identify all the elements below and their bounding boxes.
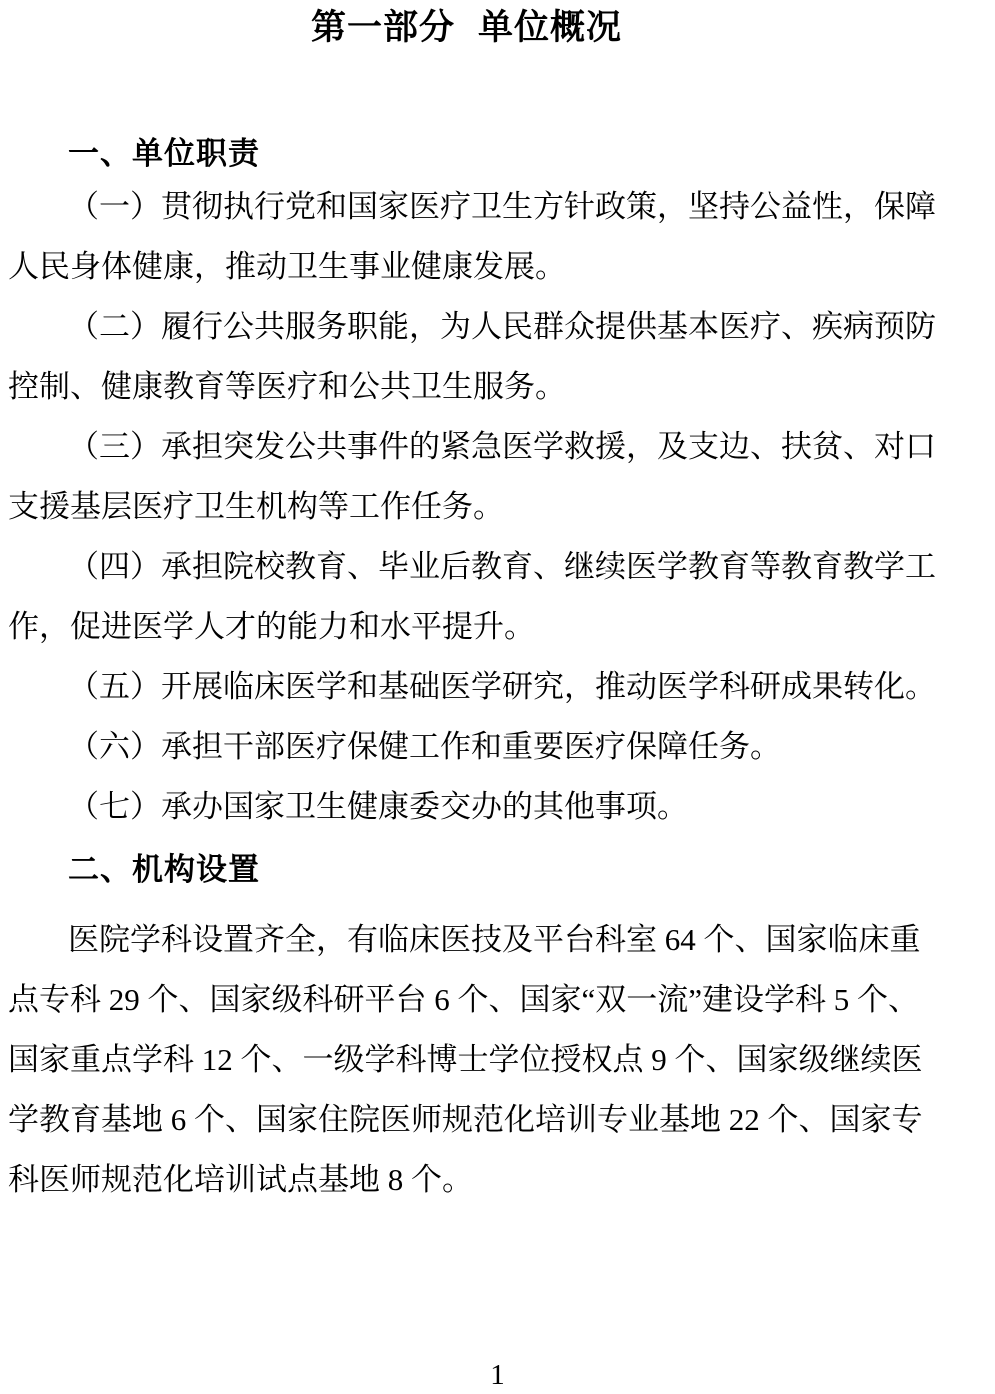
paragraph-line: 医院学科设置齐全，有临床医技及平台科室 64 个、国家临床重 — [68, 922, 921, 957]
paragraph-line: 国家重点学科 12 个、一级学科博士学位授权点 9 个、国家级继续医 — [8, 1042, 923, 1077]
section-heading-organization-setup: 二、机构设置 — [68, 852, 260, 887]
paragraph-line: 作，促进医学人才的能力和水平提升。 — [8, 609, 535, 644]
paragraph-line: （三）承担突发公共事件的紧急医学救援，及支边、扶贫、对口 — [68, 429, 936, 464]
page-number: 1 — [490, 1359, 505, 1391]
paragraph-line: 控制、健康教育等医疗和公共卫生服务。 — [8, 369, 566, 404]
paragraph-line: （四）承担院校教育、毕业后教育、继续医学教育等教育教学工 — [68, 549, 936, 584]
paragraph-line: （二）履行公共服务职能，为人民群众提供基本医疗、疾病预防 — [68, 309, 936, 344]
paragraph-line: 支援基层医疗卫生机构等工作任务。 — [8, 489, 504, 524]
paragraph — [8, 910, 985, 1210]
paragraph-line: （七）承办国家卫生健康委交办的其他事项。 — [68, 789, 688, 824]
paragraph — [8, 177, 985, 297]
paragraph-line: （五）开展临床医学和基础医学研究，推动医学科研成果转化。 — [68, 669, 936, 704]
paragraph-line: （六）承担干部医疗保健工作和重要医疗保障任务。 — [68, 729, 781, 764]
paragraph — [8, 537, 985, 657]
section-heading-unit-duties: 一、单位职责 — [68, 136, 260, 171]
paragraph — [8, 297, 985, 417]
paragraph-line: 点专科 29 个、国家级科研平台 6 个、国家“双一流”建设学科 5 个、 — [8, 982, 920, 1017]
paragraph-line: 科医师规范化培训试点基地 8 个。 — [8, 1162, 473, 1197]
paragraph — [8, 417, 985, 537]
paragraph — [8, 777, 985, 837]
document-title: 第一部分 单位概况 — [311, 8, 622, 47]
paragraph — [8, 717, 985, 777]
paragraph-line: （一）贯彻执行党和国家医疗卫生方针政策，坚持公益性，保障 — [68, 189, 936, 224]
paragraph — [8, 657, 985, 717]
paragraph-line: 学教育基地 6 个、国家住院医师规范化培训专业基地 22 个、国家专 — [8, 1102, 923, 1137]
paragraph-line: 人民身体健康，推动卫生事业健康发展。 — [8, 249, 566, 284]
